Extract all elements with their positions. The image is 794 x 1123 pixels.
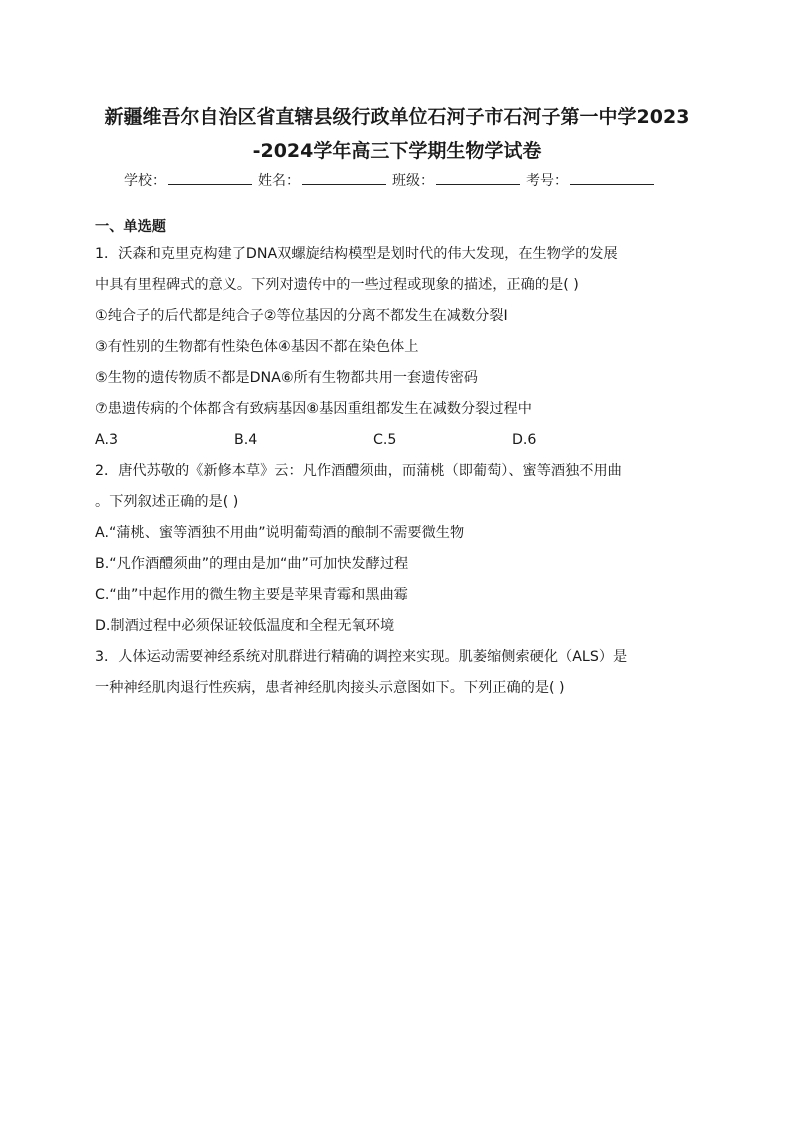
q2-option-b: B.“凡作酒醴须曲”的理由是加“曲”可加快发酵过程 bbox=[95, 556, 409, 572]
q2-option-a: A.“蒲桃、蜜等酒独不用曲”说明葡萄酒的酿制不需要微生物 bbox=[95, 525, 465, 541]
q1-option-b: B.4 bbox=[234, 432, 258, 448]
name-field bbox=[258, 170, 386, 191]
school-label: 学校： bbox=[124, 173, 166, 189]
number-label: 考号： bbox=[526, 173, 568, 189]
title-line-2: -2024学年高三下学期生物学试卷 bbox=[252, 140, 542, 162]
q1-option-c: C.5 bbox=[373, 432, 397, 448]
q1-statements-2: ③有性别的生物都有性染色体④基因不都在染色体上 bbox=[95, 339, 419, 355]
q3-stem-line-1: 3．人体运动需要神经系统对肌群进行精确的调控来实现。肌萎缩侧索硬化（ALS）是 bbox=[95, 649, 628, 665]
question-3 bbox=[95, 642, 699, 704]
q1-options bbox=[95, 425, 699, 456]
q1-statements-4: ⑦患遗传病的个体都含有致病基因⑧基因重组都发生在减数分裂过程中 bbox=[95, 401, 532, 417]
class-field bbox=[392, 170, 520, 191]
school-field bbox=[124, 170, 252, 191]
q1-option-d: D.6 bbox=[512, 432, 537, 448]
class-blank bbox=[436, 170, 520, 185]
class-label: 班级： bbox=[392, 173, 434, 189]
q2-option-d: D.制酒过程中必须保证较低温度和全程无氧环境 bbox=[95, 618, 395, 634]
q1-statements-1: ①纯合子的后代都是纯合子②等位基因的分离不都发生在减数分裂Ⅰ bbox=[95, 308, 508, 324]
q2-stem-line-2: 。下列叙述正确的是( ) bbox=[95, 494, 239, 510]
title-line-1: 新疆维吾尔自治区省直辖县级行政单位石河子市石河子第一中学2023 bbox=[104, 106, 690, 128]
question-2 bbox=[95, 456, 699, 642]
number-field bbox=[526, 170, 654, 191]
name-blank bbox=[302, 170, 386, 185]
question-1 bbox=[95, 239, 699, 456]
q2-option-c: C.“曲”中起作用的微生物主要是苹果青霉和黑曲霉 bbox=[95, 587, 408, 603]
student-info-row bbox=[124, 170, 684, 191]
number-blank bbox=[570, 170, 654, 185]
page-title bbox=[90, 100, 704, 168]
q1-option-a: A.3 bbox=[95, 432, 118, 448]
q3-stem-line-2: 一种神经肌肉退行性疾病，患者神经肌肉接头示意图如下。下列正确的是( ) bbox=[95, 680, 565, 696]
section-title: 一、单选题 bbox=[95, 219, 166, 235]
q2-stem-line-1: 2．唐代苏敬的《新修本草》云：凡作酒醴须曲，而蒲桃（即葡萄）、蜜等酒独不用曲 bbox=[95, 463, 622, 479]
exam-content bbox=[95, 213, 699, 704]
q1-statements-3: ⑤生物的遗传物质不都是DNA⑥所有生物都共用一套遗传密码 bbox=[95, 370, 478, 386]
q1-stem-line-2: 中具有里程碑式的意义。下列对遗传中的一些过程或现象的描述，正确的是( ) bbox=[95, 277, 579, 293]
name-label: 姓名： bbox=[258, 173, 300, 189]
school-blank bbox=[168, 170, 252, 185]
q1-stem-line-1: 1．沃森和克里克构建了DNA双螺旋结构模型是划时代的伟大发现，在生物学的发展 bbox=[95, 246, 618, 262]
